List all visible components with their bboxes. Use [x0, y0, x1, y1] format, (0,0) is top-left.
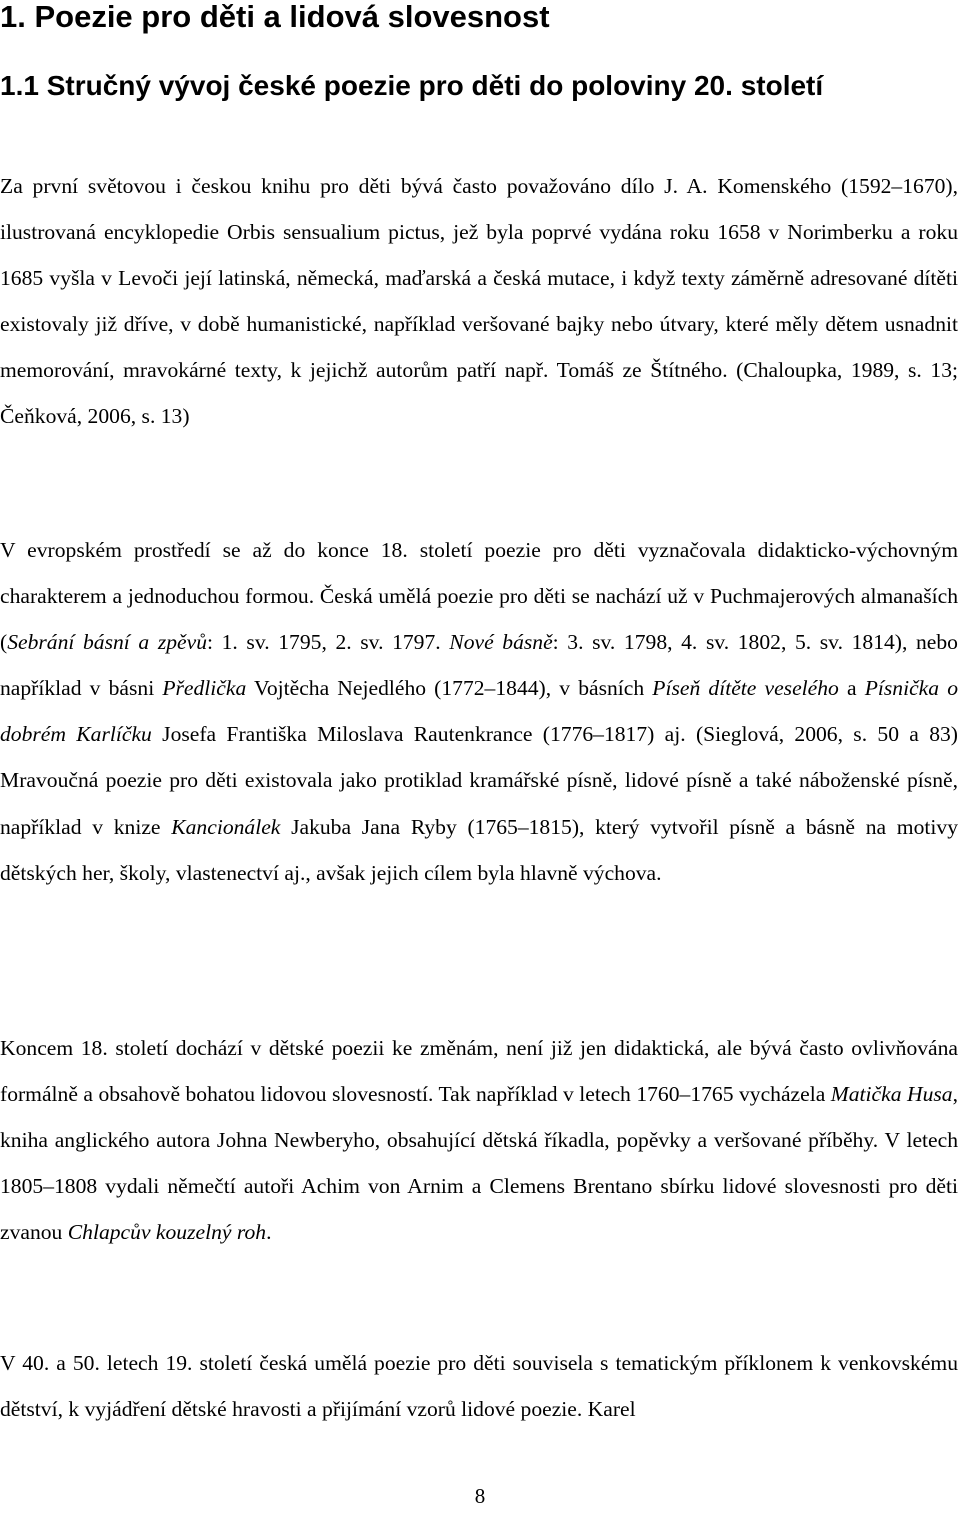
italic-title: Nové básně	[449, 630, 553, 655]
italic-title: Předlička	[162, 676, 247, 701]
paragraph-3	[0, 1025, 958, 1255]
italic-title: Sebrání básní a zpěvů	[7, 630, 207, 655]
italic-title: Píseň dítěte veselého	[652, 676, 839, 701]
italic-title: Kancionálek	[171, 814, 281, 839]
text-run: .	[266, 1220, 272, 1245]
text-run: Koncem 18. století dochází v dětské poezii ke změnám, není již jen didaktická, ale bývá často ovlivňována formálně a obsahově bohatou lidovou slovesností. Tak například v letech 1760–1765 vycházela	[0, 1036, 958, 1107]
text-run: : 3. sv. 1798, 4. sv. 1802, 5. sv. 1814), nebo například v básni	[0, 630, 958, 701]
section-heading: 1.1 Stručný vývoj české poezie pro děti do poloviny 20. století	[0, 70, 824, 101]
text-run: Za první světovou i českou knihu pro děti bývá často považováno dílo J. A. Komenského (1592–1670), ilustrovaná encyklopedie Orbis sensualium pictus, jež byla poprvé vydána roku 1658 v Norimberku a roku 1685 vyšla v Levoči její latinská, německá, maďarská a česká mutace, i když texty záměrně adresované dítěti existovaly již dříve, v době humanistické, například veršované bajky nebo útvary, které měly dětem usnadnit memorování, mravokárné texty, k jejichž autorům patří např. Tomáš ze Štítného. (Chaloupka, 1989, s. 13; Čeňková, 2006, s. 13)	[0, 174, 958, 429]
chapter-heading: 1. Poezie pro děti a lidová slovesnost	[0, 0, 550, 34]
paragraph-4	[0, 1340, 958, 1432]
text-run: V evropském prostředí se až do konce 18. století poezie pro děti vyznačovala didakticko-výchovným charakterem a jednoduchou formou. Česká umělá poezie pro děti se nachází už v Puchmajerových almanaších (	[0, 538, 958, 655]
text-run: , kniha anglického autora Johna Newberyho, obsahující dětská říkadla, popěvky a veršované příběhy. V letech 1805–1808 vydali němečtí autoři Achim von Arnim a Clemens Brentano sbírku lidové slovesnosti pro děti zvanou	[0, 1082, 958, 1245]
paragraph-1	[0, 163, 958, 440]
italic-title: Písnička o dobrém Karlíčku	[0, 676, 958, 747]
text-run: Vojtěcha Nejedlého (1772–1844), v básních	[246, 676, 653, 701]
text-run: Jakuba Jana Ryby (1765–1815), který vytvořil písně a básně na motivy dětských her, školy, vlastenectví aj., avšak jejich cílem byla hlavně výchova.	[0, 814, 958, 885]
paragraph-2	[0, 527, 958, 896]
text-run: Josefa Františka Miloslava Rautenkrance (1776–1817) aj. (Sieglová, 2006, s. 50 a 83) Mravoučná poezie pro děti existovala jako protiklad kramářské písně, lidové písně a také náboženské písně, například v knize	[0, 722, 958, 839]
page-number: 8	[474, 1484, 486, 1508]
text-run: a	[838, 676, 865, 701]
text-run: V 40. a 50. letech 19. století česká umělá poezie pro děti souvisela s tematickým příklonem k venkovskému dětství, k vyjádření dětské hravosti a přijímání vzorů lidové poezie. Karel	[0, 1351, 958, 1422]
italic-title: Chlapcův kouzelný roh	[67, 1220, 267, 1245]
text-run: : 1. sv. 1795, 2. sv. 1797.	[207, 630, 450, 655]
italic-title: Matička Husa	[830, 1082, 953, 1107]
